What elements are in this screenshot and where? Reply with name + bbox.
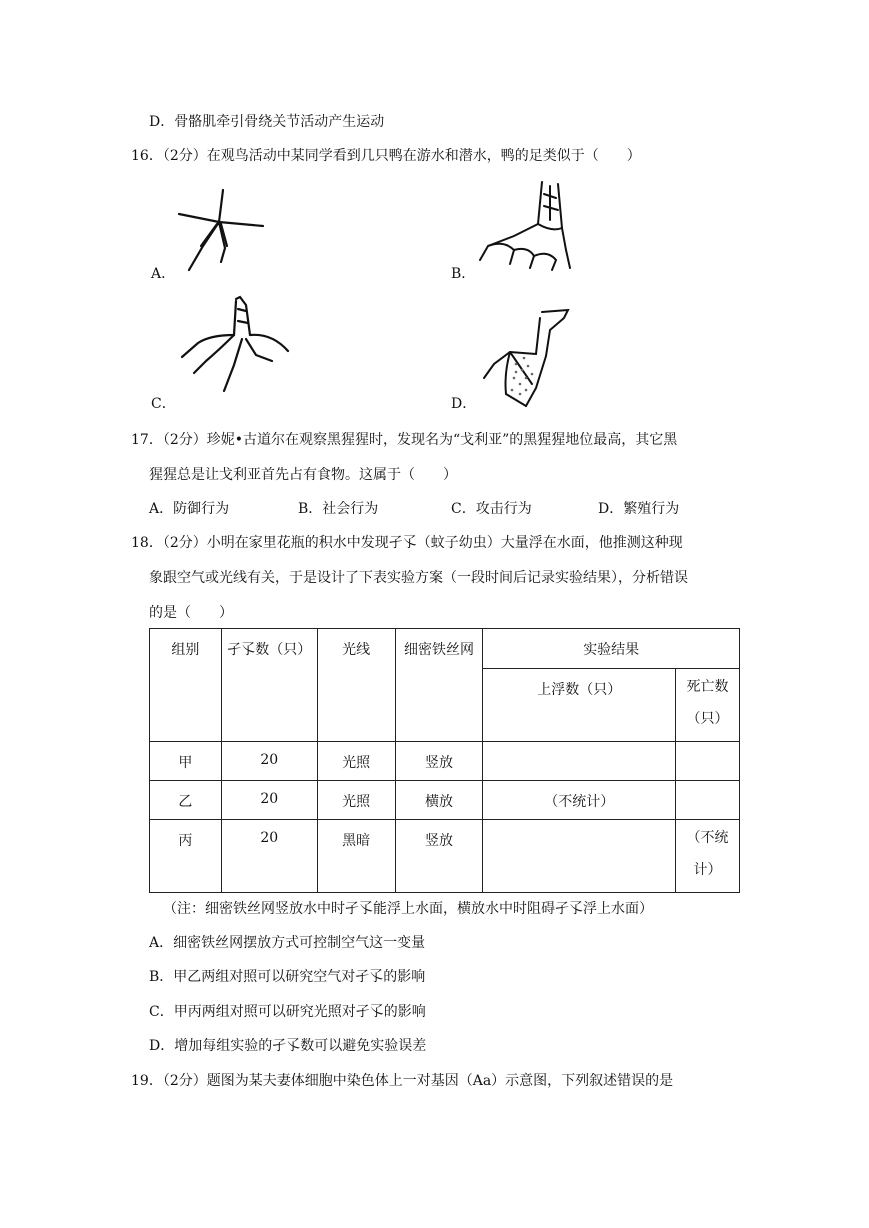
- q18-stem-line-2: 象跟空气或光线有关，于是设计了下表实验方案（一段时间后记录实验结果），分析错误: [149, 570, 688, 586]
- q16-label-a: A．: [151, 266, 176, 282]
- cell-count: 20: [221, 781, 317, 820]
- cell-mesh: 竖放: [395, 820, 483, 893]
- cell-dead: [676, 742, 740, 781]
- q16-stem: 16．（2分）在观鸟活动中某同学看到几只鸭在游水和潜水，鸭的足类似于（ ）: [131, 148, 641, 164]
- q16-label-b: B．: [451, 266, 476, 282]
- q16-label-d: D．: [451, 396, 477, 412]
- q17-option-a: A．防御行为: [149, 501, 230, 517]
- cell-float: [483, 742, 676, 781]
- table-header-row: [150, 629, 740, 669]
- cell-count: 20: [221, 742, 317, 781]
- cell-count: 20: [221, 820, 317, 893]
- q18-option-b: B．甲乙两组对照可以研究空气对孑孓的影响: [149, 969, 426, 985]
- duck-foot-option-d-image: [476, 308, 576, 408]
- header-dead-line-1: 死亡数: [686, 679, 729, 695]
- q17-option-b: B．社会行为: [298, 501, 379, 517]
- cell-float: （不统计）: [483, 781, 676, 820]
- duck-foot-option-b-image: [474, 180, 584, 272]
- cell-dead-line-1: （不统: [686, 830, 729, 846]
- cell-float: [483, 820, 676, 893]
- cell-dead-line-2: 计）: [693, 862, 722, 878]
- cell-mesh: 竖放: [395, 742, 483, 781]
- q19-stem-line-1: 19．（2分）题图为某夫妻体细胞中染色体上一对基因（Aa）示意图，下列叙述错误的是: [131, 1073, 674, 1089]
- header-wire-mesh: 细密铁丝网: [395, 629, 483, 742]
- duck-foot-option-a-image: [173, 188, 268, 274]
- q17-option-c: C．攻击行为: [451, 501, 532, 517]
- header-result: 实验结果: [483, 629, 740, 669]
- q18-option-a: A．细密铁丝网摆放方式可控制空气这一变量: [149, 935, 426, 951]
- cell-mesh: 横放: [395, 781, 483, 820]
- q18-note: （注：细密铁丝网竖放水中时孑孓能浮上水面，横放水中时阻碍孑孓浮上水面）: [163, 901, 653, 917]
- cell-light: 光照: [317, 781, 395, 820]
- experiment-table: [149, 628, 740, 893]
- cell-light: 黑暗: [317, 820, 395, 893]
- q17-option-d: D．繁殖行为: [598, 501, 680, 517]
- cell-group: 丙: [150, 820, 222, 893]
- table-row: [150, 742, 740, 781]
- q16-label-c: C．: [151, 396, 176, 412]
- q17-stem-line-1: 17．（2分）珍妮•古道尔在观察黑猩猩时，发现名为“戈利亚”的黑猩猩地位最高，其它黑: [131, 432, 678, 448]
- table-row: [150, 781, 740, 820]
- header-larva-count: 孑孓数（只）: [221, 629, 317, 742]
- header-dead-count: [676, 669, 740, 742]
- header-group: 组别: [150, 629, 222, 742]
- q15-option-d: D．骨骼肌牵引骨绕关节活动产生运动: [149, 114, 385, 130]
- q18-option-c: C．甲丙两组对照可以研究光照对孑孓的影响: [149, 1004, 426, 1020]
- cell-dead: [676, 781, 740, 820]
- header-float-count: 上浮数（只）: [483, 669, 676, 742]
- q18-stem-line-3: 的是（ ）: [149, 605, 233, 621]
- table-row: [150, 820, 740, 893]
- header-dead-line-2: （只）: [686, 711, 729, 727]
- q17-stem-line-2: 猩猩总是让戈利亚首先占有食物。这属于（ ）: [149, 467, 457, 483]
- cell-light: 光照: [317, 742, 395, 781]
- q18-option-d: D．增加每组实验的孑孓数可以避免实验误差: [149, 1038, 427, 1054]
- header-light: 光线: [317, 629, 395, 742]
- duck-foot-option-c-image: [176, 295, 296, 395]
- cell-dead: [676, 820, 740, 893]
- cell-group: 甲: [150, 742, 222, 781]
- cell-group: 乙: [150, 781, 222, 820]
- q18-stem-line-1: 18．（2分）小明在家里花瓶的积水中发现孑孓（蚊子幼虫）大量浮在水面，他推测这种现: [131, 535, 683, 551]
